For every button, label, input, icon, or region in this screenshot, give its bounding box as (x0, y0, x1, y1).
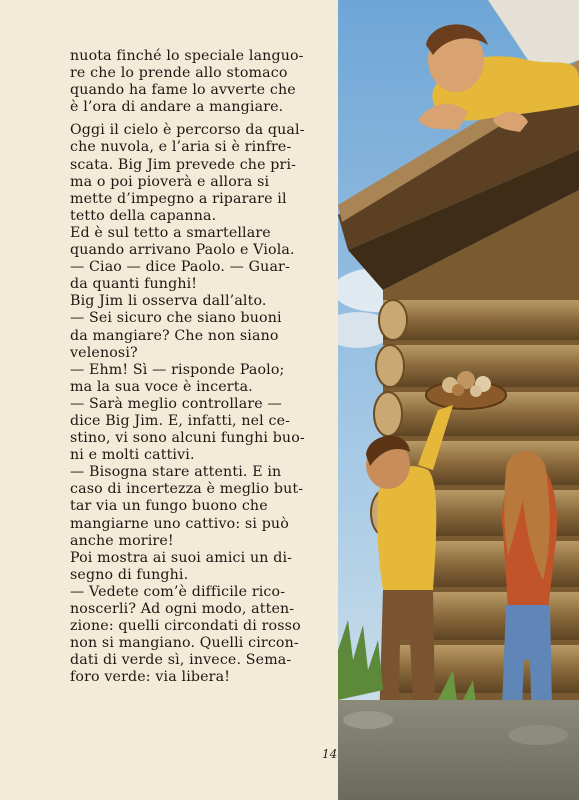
text-line: quando ha fame lo avverte che (70, 82, 296, 99)
text-line: — Ehm! Sì — risponde Paolo; (70, 361, 285, 378)
text-line: tetto della capanna. (70, 207, 217, 224)
text-line: — Bisogna stare attenti. E in (70, 464, 282, 481)
text-line: Big Jim li osserva dall’alto. (70, 293, 267, 310)
story-text (70, 48, 320, 686)
text-line: scata. Big Jim prevede che pri- (70, 156, 297, 173)
text-line: ma o poi pioverà e allora si (70, 173, 270, 190)
text-line: non si mangiano. Quelli circon- (70, 635, 299, 652)
text-line: è l’ora di andare a mangiare. (70, 99, 284, 116)
text-line: caso di incertezza è meglio but- (70, 481, 304, 498)
paragraph-2 (70, 122, 320, 686)
text-line: velenosi? (70, 344, 138, 361)
text-line: — Sarà meglio controllare — (70, 395, 282, 412)
text-line: nuota finché lo speciale languo- (70, 48, 304, 64)
cabin-roof-illustration (338, 0, 579, 800)
text-line: da quanti funghi! (70, 276, 198, 293)
paragraph-1 (70, 48, 320, 116)
text-line: mette d’impegno a riparare il (70, 190, 287, 207)
text-line: re che lo prende allo stomaco (70, 65, 288, 82)
text-line: noscerli? Ad ogni modo, atten- (70, 601, 295, 617)
text-line: segno di funghi. (70, 566, 189, 583)
text-line: — Vedete com’è difficile rico- (70, 583, 286, 600)
text-line: dati di verde sì, invece. Sema- (70, 652, 292, 669)
text-line: da mangiare? Che non siano (70, 327, 279, 344)
text-line: ni e molti cattivi. (70, 447, 195, 464)
text-line: zione: quelli circondati di rosso (70, 618, 301, 635)
text-line: mangiarne uno cattivo: si può (70, 515, 289, 532)
text-line: Ed è sul tetto a smartellare (70, 224, 271, 241)
text-line: stino, vi sono alcuni funghi buo- (70, 430, 305, 447)
text-line: — Sei sicuro che siano buoni (70, 310, 282, 327)
text-line: quando arrivano Paolo e Viola. (70, 242, 295, 259)
text-line: — Ciao — dice Paolo. — Guar- (70, 259, 290, 276)
text-line: che nuvola, e l’aria si è rinfre- (70, 139, 292, 156)
text-line: dice Big Jim. E, infatti, nel ce- (70, 412, 291, 429)
text-line: Poi mostra ai suoi amici un di- (70, 549, 293, 566)
page-number: 14 (322, 747, 338, 761)
text-line: tar via un fungo buono che (70, 498, 268, 515)
text-line: anche morire! (70, 532, 174, 549)
text-line: ma la sua voce è incerta. (70, 378, 253, 395)
text-line: Oggi il cielo è percorso da qual- (70, 122, 305, 139)
text-line: foro verde: via libera! (70, 669, 231, 686)
